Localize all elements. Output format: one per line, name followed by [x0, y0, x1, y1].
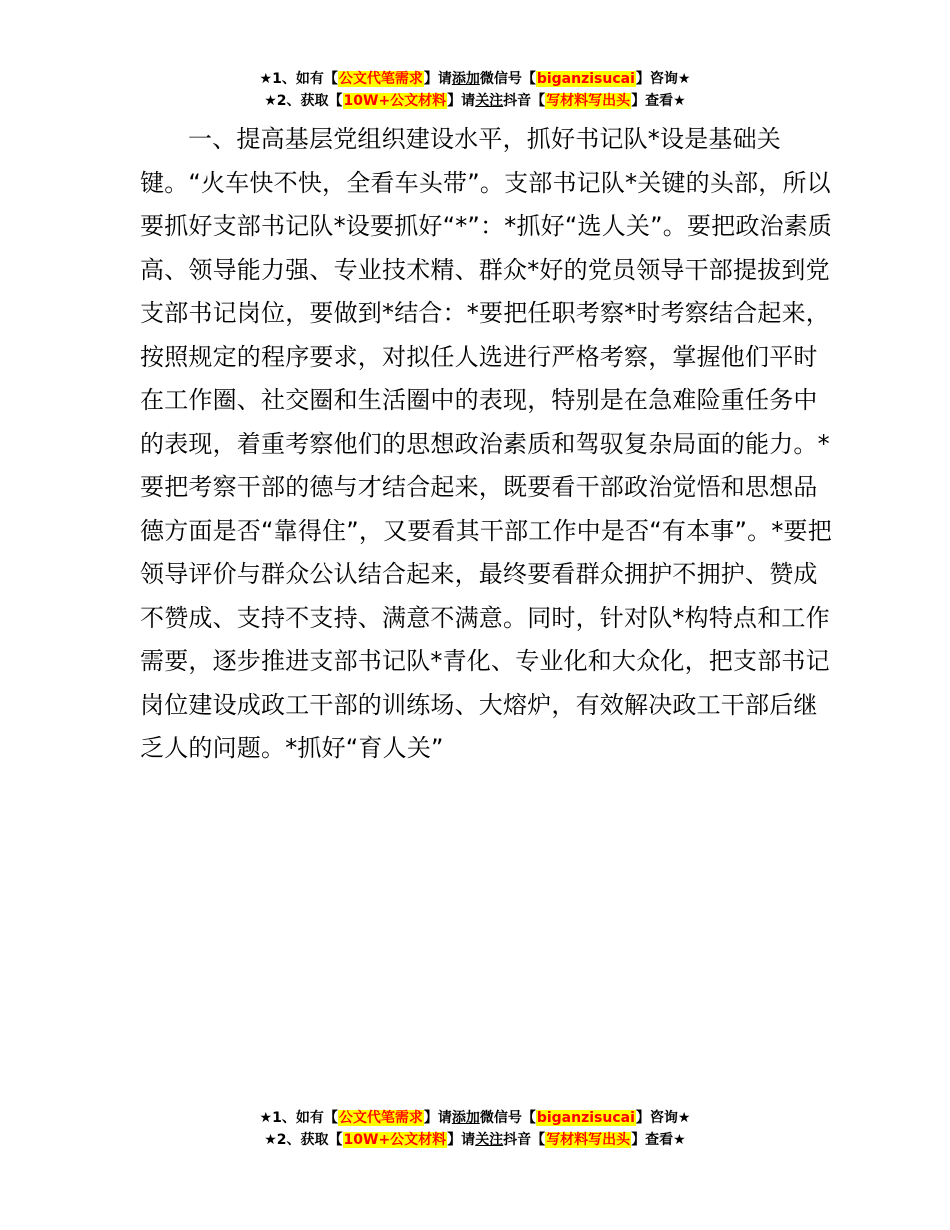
header-add-underlined: 添加	[451, 71, 480, 87]
footer-service-highlight: 公文代笔需求	[338, 1110, 423, 1126]
footer-line-1-suffix: 】咨询★	[635, 1110, 691, 1126]
header-line-2-mid2: 抖音【	[503, 93, 546, 109]
header-line-1-mid2: 微信号【	[479, 71, 536, 87]
header-follow-underlined: 关注	[475, 93, 504, 109]
footer-follow-underlined: 关注	[475, 1132, 504, 1148]
header-line-1	[0, 68, 950, 90]
footer-materials-highlight: 10W+公文材料	[343, 1132, 447, 1148]
header-banner	[0, 68, 950, 112]
footer-add-underlined: 添加	[451, 1110, 480, 1126]
header-wechat-id-highlight: biganzisucai	[536, 71, 635, 87]
document-body	[140, 118, 835, 771]
header-line-2-mid: 】请	[447, 93, 476, 109]
footer-douyin-highlight: 写材料写出头	[546, 1132, 631, 1148]
footer-line-1	[0, 1107, 950, 1129]
header-line-1-mid: 】请	[423, 71, 452, 87]
header-line-2-suffix: 】查看★	[631, 93, 686, 109]
footer-line-1-mid: 】请	[423, 1110, 452, 1126]
header-materials-highlight: 10W+公文材料	[343, 93, 447, 109]
footer-line-2-mid: 】请	[447, 1132, 476, 1148]
header-service-highlight: 公文代笔需求	[338, 71, 423, 87]
header-line-2	[0, 90, 950, 112]
footer-line-2-suffix: 】查看★	[631, 1132, 686, 1148]
header-douyin-highlight: 写材料写出头	[546, 93, 631, 109]
footer-banner	[0, 1107, 950, 1151]
header-line-2-prefix: ★2、获取【	[264, 93, 343, 109]
footer-line-2	[0, 1129, 950, 1151]
footer-line-1-mid2: 微信号【	[479, 1110, 536, 1126]
footer-wechat-id-highlight: biganzisucai	[536, 1110, 635, 1126]
footer-line-1-prefix: ★1、如有【	[259, 1110, 338, 1126]
header-line-1-prefix: ★1、如有【	[259, 71, 338, 87]
footer-line-2-mid2: 抖音【	[503, 1132, 546, 1148]
header-line-1-suffix: 】咨询★	[635, 71, 691, 87]
footer-line-2-prefix: ★2、获取【	[264, 1132, 343, 1148]
body-paragraph: 一、提高基层党组织建设水平，抓好书记队*设是基础关键。“火车快不快，全看车头带”。支部书记队*关键的头部，所以要抓好支部书记队*设要抓好“*”：*抓好“选人关”。要把政治素质高、领导能力强、专业技术精、群众*好的党员领导干部提拔到党支部书记岗位，要做到*结合：*要把任职考察*时考察结合起来，按照规定的程序要求，对拟任人选进行严格考察，掌握他们平时在工作圈、社交圈和生活圈中的表现，特别是在急难险重任务中的表现，着重考察他们的思想政治素质和驾驭复杂局面的能力。*要把考察干部的德与才结合起来，既要看干部政治觉悟和思想品德方面是否“靠得住”，又要看其干部工作中是否“有本事”。*要把领导评价与群众公认结合起来，最终要看群众拥护不拥护、赞成不赞成、支持不支持、满意不满意。同时，针对队*构特点和工作需要，逐步推进支部书记队*青化、专业化和大众化，把支部书记岗位建设成政工干部的训练场、大熔炉，有效解决政工干部后继乏人的问题。*抓好“育人关”	[140, 125, 833, 762]
